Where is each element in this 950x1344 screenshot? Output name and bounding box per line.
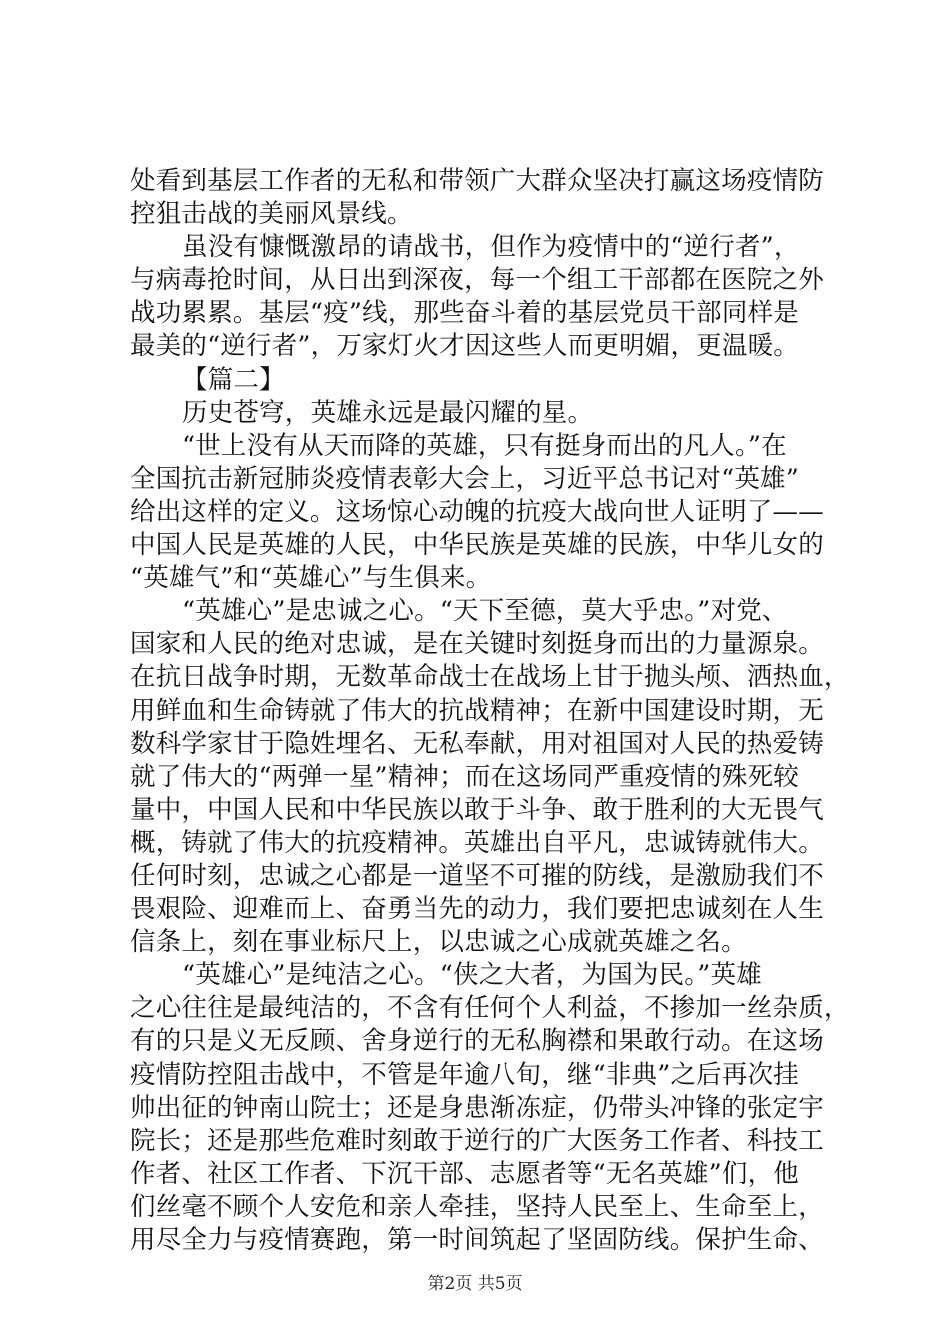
text-line: 与病毒抢时间，从日出到深夜，每一个组工干部都在医院之外: [130, 265, 824, 296]
text-line: 给出这样的定义。这场惊心动魄的抗疫大战向世人证明了——: [130, 496, 824, 527]
text-line: 在抗日战争时期，无数革命战士在战场上甘于抛头颅、洒热血，: [130, 662, 850, 693]
text-line: “英雄气”和“英雄心”与生俱来。: [130, 563, 492, 594]
text-line: 战功累累。基层“疫”线，那些奋斗着的基层党员干部同样是: [130, 298, 799, 329]
text-line: 院长；还是那些危难时刻敢于逆行的广大医务工作者、科技工: [130, 1125, 824, 1156]
text-line: 用尽全力与疫情赛跑，第一时间筑起了坚固防线。保护生命、: [130, 1225, 824, 1255]
text-line: 们丝毫不顾个人安危和亲人牵挂，坚持人民至上、生命至上，: [130, 1191, 824, 1222]
text-line: 作者、社区工作者、下沉干部、志愿者等“无名英雄”们，他: [130, 1158, 799, 1189]
text-line: 量中，中国人民和中华民族以敢于斗争、敢于胜利的大无畏气: [130, 794, 824, 825]
text-line: 任何时刻，忠诚之心都是一道坚不可摧的防线，是激励我们不: [130, 860, 824, 891]
text-line: 就了伟大的“两弹一星”精神；而在这场同严重疫情的殊死较: [130, 761, 799, 792]
text-line: 控狙击战的美丽风景线。: [130, 199, 413, 230]
text-line: 畏艰险、迎难而上、奋勇当先的动力，我们要把忠诚刻在人生: [130, 894, 824, 925]
section-heading: 【篇二】: [182, 364, 285, 395]
text-line: 数科学家甘于隐姓埋名、无私奉献，用对祖国对人民的热爱铸: [130, 728, 824, 759]
text-line: 最美的“逆行者”，万家灯火才因这些人而更明媚，更温暖。: [130, 331, 799, 362]
text-line: 信条上，刻在事业标尺上，以忠诚之心成就英雄之名。: [130, 927, 747, 958]
paragraph-start-line: 虽没有慷慨激昂的请战书，但作为疫情中的“逆行者”，: [182, 232, 800, 263]
text-line: 帅出征的钟南山院士；还是身患渐冻症，仍带头冲锋的张定宇: [130, 1092, 824, 1123]
paragraph-start-line: “世上没有从天而降的英雄，只有挺身而出的凡人。”在: [182, 430, 787, 461]
text-line: 国家和人民的绝对忠诚，是在关键时刻挺身而出的力量源泉。: [130, 629, 824, 660]
text-line: 有的只是义无反顾、舍身逆行的无私胸襟和果敢行动。在这场: [130, 1026, 824, 1057]
paragraph-start-line: “英雄心”是忠诚之心。“天下至德，莫大乎忠。”对党、: [182, 596, 788, 627]
text-line: 概，铸就了伟大的抗疫精神。英雄出自平凡，忠诚铸就伟大。: [130, 827, 824, 858]
text-line: 疫情防控阻击战中，不管是年逾八旬，继“非典”之后再次挂: [130, 1059, 799, 1090]
text-line: 用鲜血和生命铸就了伟大的抗战精神；在新中国建设时期，无: [130, 695, 824, 726]
text-line: 全国抗击新冠肺炎疫情表彰大会上，习近平总书记对“英雄”: [130, 463, 799, 494]
text-line: 中国人民是英雄的人民，中华民族是英雄的民族，中华儿女的: [130, 530, 824, 561]
text-line: 处看到基层工作者的无私和带领广大群众坚决打赢这场疫情防: [130, 166, 824, 196]
page-number-footer: 第2页 共5页: [427, 1274, 523, 1294]
document-body: [130, 165, 850, 1257]
text-line: 之心往往是最纯洁的，不含有任何个人利益，不掺加一丝杂质，: [130, 993, 850, 1024]
paragraph-start-line: 历史苍穹，英雄永远是最闪耀的星。: [182, 397, 594, 428]
paragraph-start-line: “英雄心”是纯洁之心。“侠之大者，为国为民。”英雄: [182, 960, 762, 991]
